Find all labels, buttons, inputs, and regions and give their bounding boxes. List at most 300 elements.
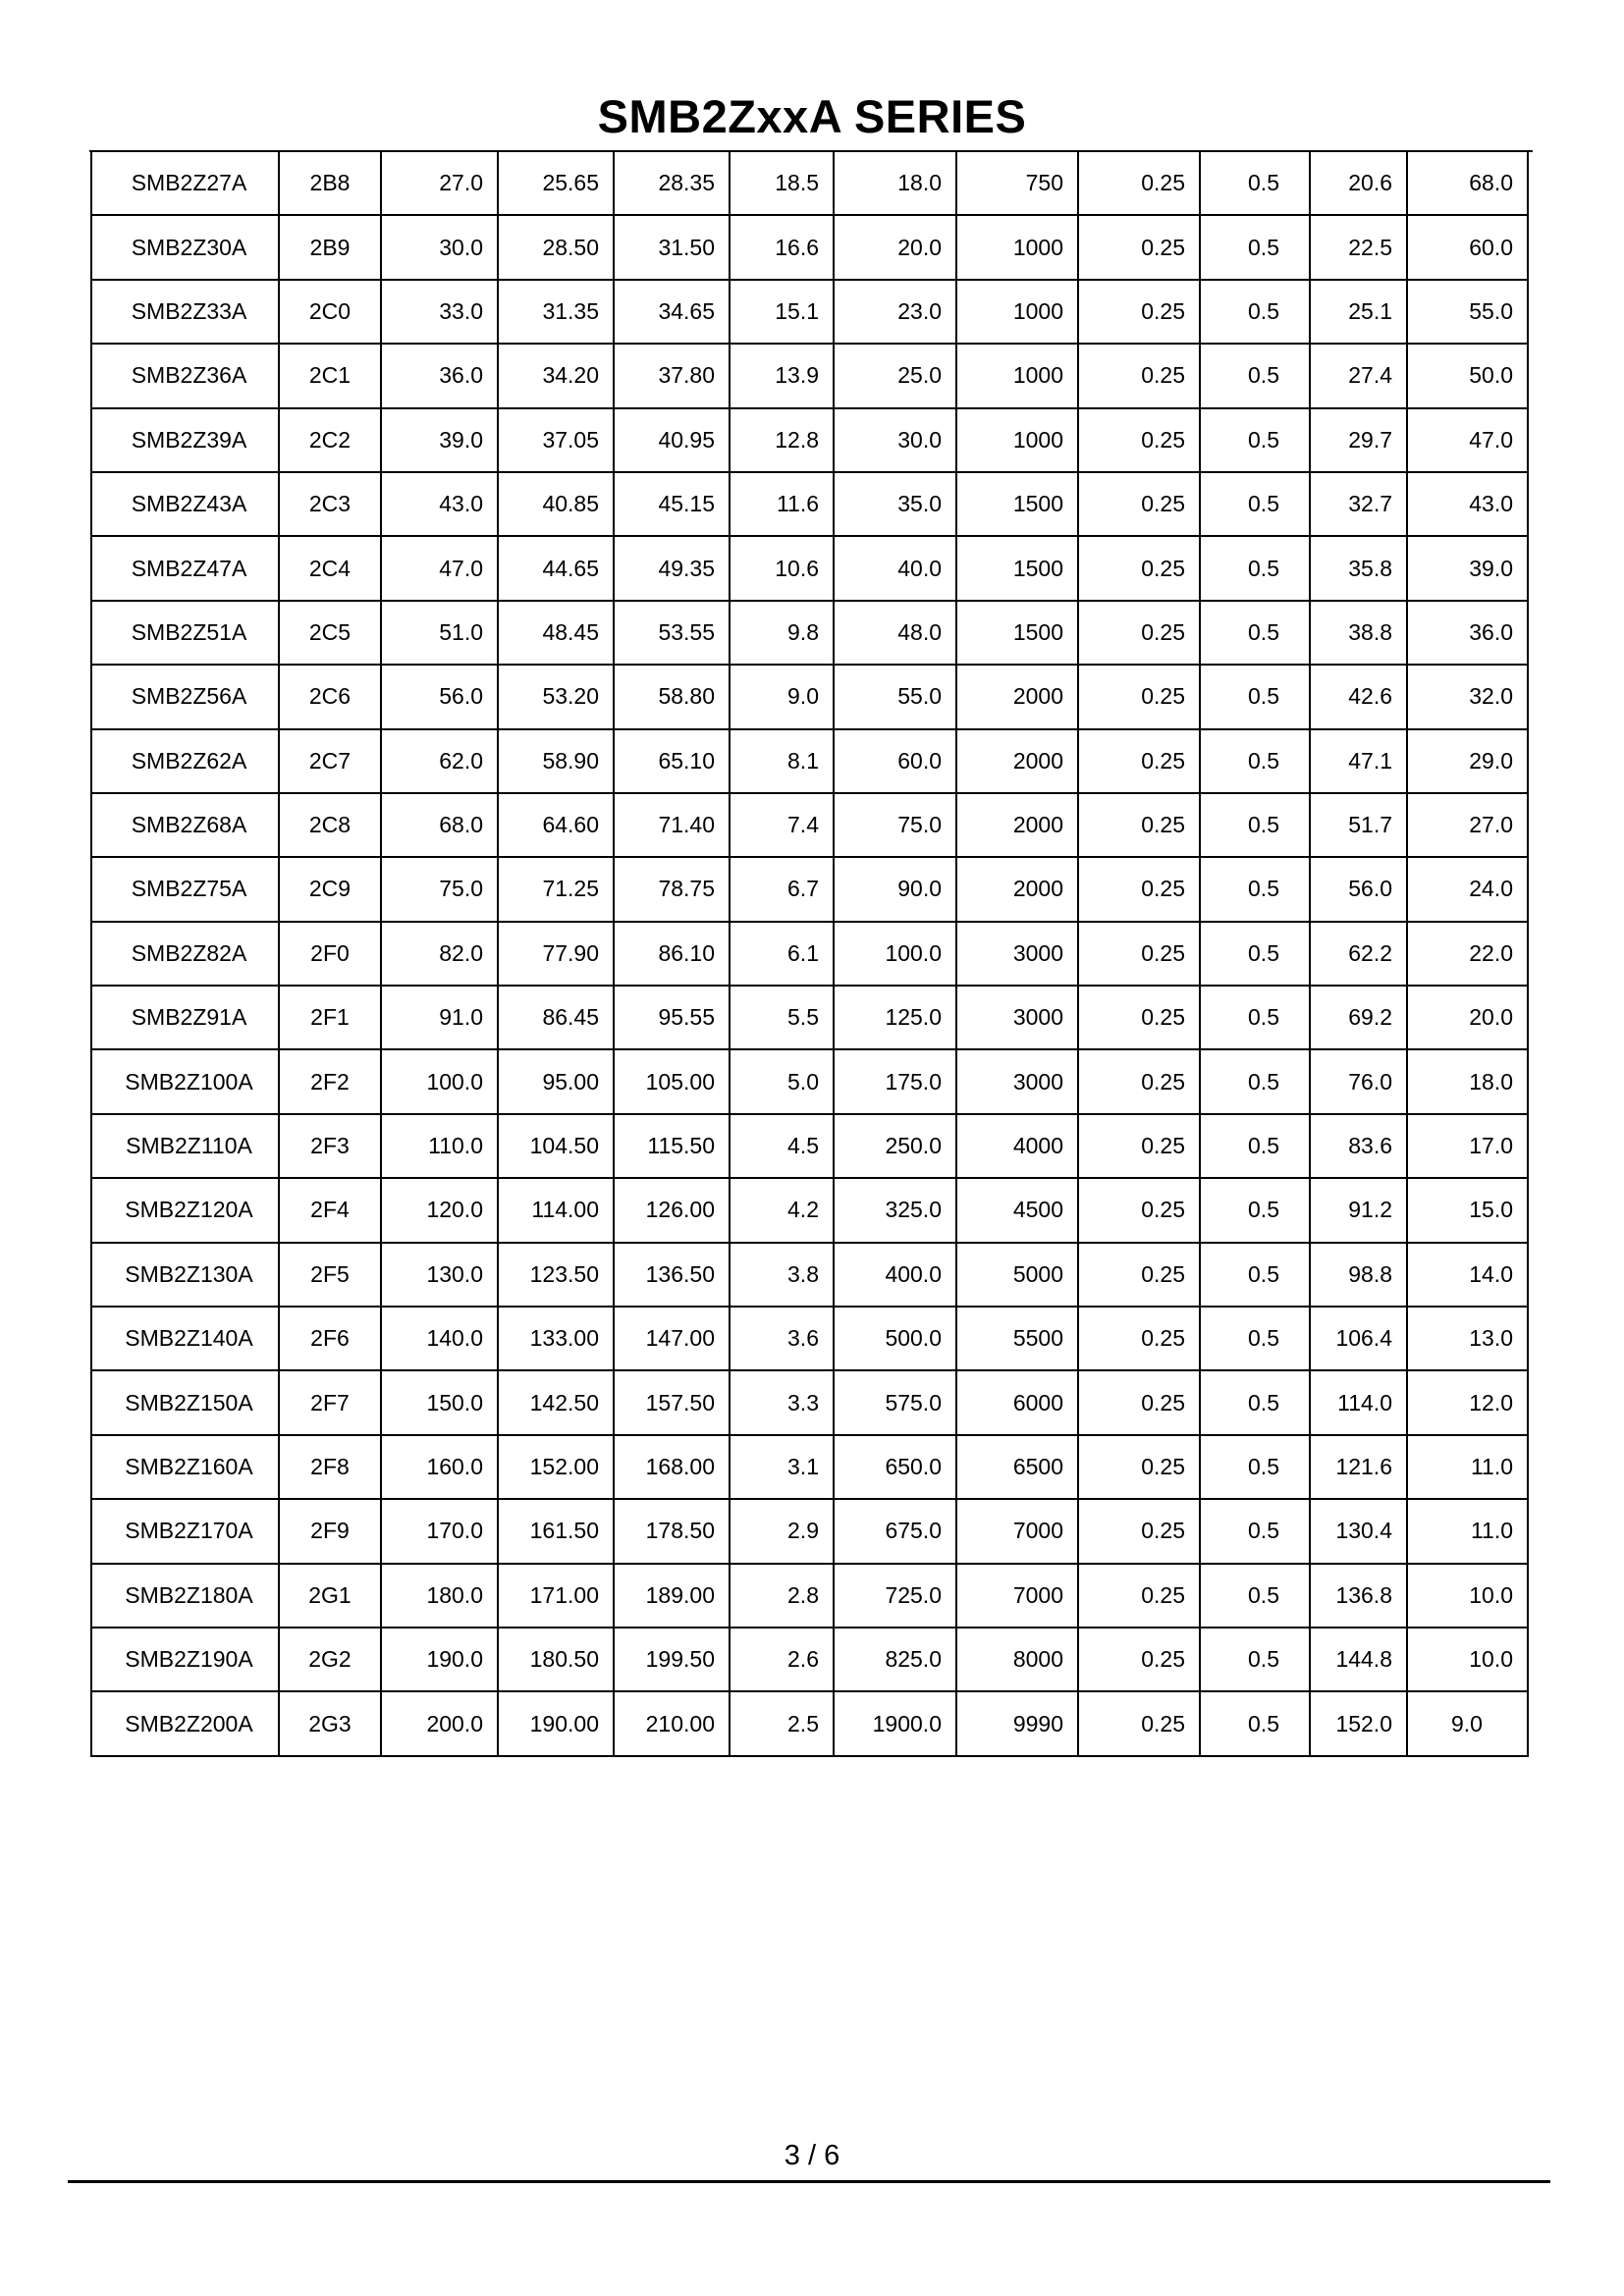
table-cell: 2000	[956, 729, 1078, 793]
table-cell: 147.00	[614, 1307, 730, 1370]
table-cell: 0.25	[1078, 408, 1200, 472]
marking-code-cell: 2C1	[279, 344, 381, 407]
table-cell: 0.25	[1078, 1307, 1200, 1370]
table-cell: 675.0	[834, 1499, 956, 1563]
table-cell: 27.4	[1310, 344, 1407, 407]
table-row	[91, 1307, 1528, 1370]
table-cell: 2000	[956, 665, 1078, 728]
table-cell: 150.0	[381, 1370, 498, 1434]
table-cell: 180.50	[498, 1628, 614, 1691]
table-cell: 0.5	[1200, 152, 1310, 215]
part-number-cell: SMB2Z100A	[91, 1049, 279, 1113]
table-cell: 0.25	[1078, 1049, 1200, 1113]
part-number-cell: SMB2Z200A	[91, 1691, 279, 1755]
table-cell: 55.0	[834, 665, 956, 728]
table-cell: 10.0	[1407, 1564, 1528, 1628]
table-cell: 22.0	[1407, 922, 1528, 986]
table-cell: 20.6	[1310, 152, 1407, 215]
table-cell: 210.00	[614, 1691, 730, 1755]
table-cell: 750	[956, 152, 1078, 215]
table-cell: 136.50	[614, 1243, 730, 1307]
table-row	[91, 472, 1528, 536]
table-cell: 0.25	[1078, 665, 1200, 728]
table-cell: 47.0	[381, 536, 498, 600]
table-cell: 1000	[956, 280, 1078, 344]
marking-code-cell: 2G3	[279, 1691, 381, 1755]
table-cell: 9.0	[1407, 1691, 1528, 1755]
table-row	[91, 793, 1528, 857]
table-cell: 4.2	[730, 1178, 834, 1242]
table-cell: 0.5	[1200, 793, 1310, 857]
table-cell: 200.0	[381, 1691, 498, 1755]
table-cell: 12.8	[730, 408, 834, 472]
table-cell: 0.5	[1200, 922, 1310, 986]
marking-code-cell: 2B9	[279, 215, 381, 279]
table-cell: 37.80	[614, 344, 730, 407]
table-cell: 650.0	[834, 1435, 956, 1499]
part-number-cell: SMB2Z150A	[91, 1370, 279, 1434]
table-cell: 3.3	[730, 1370, 834, 1434]
table-cell: 68.0	[381, 793, 498, 857]
part-number-cell: SMB2Z130A	[91, 1243, 279, 1307]
table-row	[91, 536, 1528, 600]
table-cell: 2.6	[730, 1628, 834, 1691]
table-cell: 0.25	[1078, 729, 1200, 793]
table-cell: 39.0	[1407, 536, 1528, 600]
table-cell: 106.4	[1310, 1307, 1407, 1370]
table-cell: 152.00	[498, 1435, 614, 1499]
table-row	[91, 1178, 1528, 1242]
table-cell: 24.0	[1407, 857, 1528, 921]
device-spec-table	[90, 152, 1529, 1757]
table-row	[91, 1114, 1528, 1178]
part-number-cell: SMB2Z91A	[91, 986, 279, 1049]
table-cell: 0.25	[1078, 280, 1200, 344]
table-cell: 0.5	[1200, 1691, 1310, 1755]
table-cell: 48.0	[834, 601, 956, 665]
table-cell: 400.0	[834, 1243, 956, 1307]
table-cell: 115.50	[614, 1114, 730, 1178]
table-cell: 0.5	[1200, 601, 1310, 665]
table-cell: 3000	[956, 986, 1078, 1049]
table-cell: 35.8	[1310, 536, 1407, 600]
marking-code-cell: 2F4	[279, 1178, 381, 1242]
table-cell: 140.0	[381, 1307, 498, 1370]
table-cell: 36.0	[1407, 601, 1528, 665]
table-cell: 25.65	[498, 152, 614, 215]
marking-code-cell: 2F2	[279, 1049, 381, 1113]
table-cell: 1000	[956, 344, 1078, 407]
marking-code-cell: 2F5	[279, 1243, 381, 1307]
table-cell: 100.0	[834, 922, 956, 986]
table-cell: 0.25	[1078, 1691, 1200, 1755]
table-cell: 3.1	[730, 1435, 834, 1499]
table-cell: 171.00	[498, 1564, 614, 1628]
marking-code-cell: 2F0	[279, 922, 381, 986]
table-body	[91, 152, 1528, 1756]
table-row	[91, 729, 1528, 793]
table-cell: 32.7	[1310, 472, 1407, 536]
table-cell: 43.0	[1407, 472, 1528, 536]
table-row	[91, 1243, 1528, 1307]
table-cell: 5000	[956, 1243, 1078, 1307]
part-number-cell: SMB2Z43A	[91, 472, 279, 536]
table-cell: 1500	[956, 601, 1078, 665]
table-cell: 100.0	[381, 1049, 498, 1113]
table-cell: 58.90	[498, 729, 614, 793]
table-cell: 14.0	[1407, 1243, 1528, 1307]
table-row	[91, 1435, 1528, 1499]
footer-rule	[68, 2180, 1550, 2183]
part-number-cell: SMB2Z75A	[91, 857, 279, 921]
table-cell: 51.7	[1310, 793, 1407, 857]
table-cell: 75.0	[834, 793, 956, 857]
part-number-cell: SMB2Z160A	[91, 1435, 279, 1499]
table-cell: 10.6	[730, 536, 834, 600]
table-cell: 0.5	[1200, 280, 1310, 344]
table-cell: 2000	[956, 793, 1078, 857]
table-row	[91, 922, 1528, 986]
table-row	[91, 215, 1528, 279]
table-cell: 123.50	[498, 1243, 614, 1307]
table-cell: 0.25	[1078, 601, 1200, 665]
table-cell: 60.0	[834, 729, 956, 793]
table-cell: 121.6	[1310, 1435, 1407, 1499]
marking-code-cell: 2B8	[279, 152, 381, 215]
table-cell: 95.55	[614, 986, 730, 1049]
table-cell: 20.0	[834, 215, 956, 279]
table-row	[91, 344, 1528, 407]
table-row	[91, 601, 1528, 665]
table-cell: 10.0	[1407, 1628, 1528, 1691]
table-cell: 11.0	[1407, 1499, 1528, 1563]
table-cell: 114.0	[1310, 1370, 1407, 1434]
table-cell: 44.65	[498, 536, 614, 600]
table-row	[91, 1691, 1528, 1755]
part-number-cell: SMB2Z170A	[91, 1499, 279, 1563]
table-cell: 64.60	[498, 793, 614, 857]
table-cell: 250.0	[834, 1114, 956, 1178]
table-cell: 110.0	[381, 1114, 498, 1178]
table-cell: 168.00	[614, 1435, 730, 1499]
table-cell: 39.0	[381, 408, 498, 472]
table-cell: 0.25	[1078, 215, 1200, 279]
table-cell: 0.5	[1200, 1435, 1310, 1499]
table-cell: 0.25	[1078, 793, 1200, 857]
table-cell: 1500	[956, 536, 1078, 600]
table-cell: 9990	[956, 1691, 1078, 1755]
table-cell: 55.0	[1407, 280, 1528, 344]
table-cell: 69.2	[1310, 986, 1407, 1049]
table-cell: 1900.0	[834, 1691, 956, 1755]
table-cell: 114.00	[498, 1178, 614, 1242]
table-cell: 15.1	[730, 280, 834, 344]
table-cell: 160.0	[381, 1435, 498, 1499]
table-cell: 38.8	[1310, 601, 1407, 665]
table-row	[91, 1564, 1528, 1628]
table-cell: 71.40	[614, 793, 730, 857]
page-title: SMB2ZxxA SERIES	[597, 90, 1027, 142]
table-cell: 6500	[956, 1435, 1078, 1499]
table-cell: 0.25	[1078, 536, 1200, 600]
part-number-cell: SMB2Z39A	[91, 408, 279, 472]
table-cell: 76.0	[1310, 1049, 1407, 1113]
table-cell: 0.5	[1200, 408, 1310, 472]
table-cell: 575.0	[834, 1370, 956, 1434]
table-cell: 1000	[956, 215, 1078, 279]
marking-code-cell: 2C9	[279, 857, 381, 921]
marking-code-cell: 2F1	[279, 986, 381, 1049]
table-cell: 725.0	[834, 1564, 956, 1628]
marking-code-cell: 2G1	[279, 1564, 381, 1628]
table-cell: 157.50	[614, 1370, 730, 1434]
table-cell: 3000	[956, 1049, 1078, 1113]
table-cell: 0.5	[1200, 986, 1310, 1049]
part-number-cell: SMB2Z120A	[91, 1178, 279, 1242]
table-cell: 98.8	[1310, 1243, 1407, 1307]
table-cell: 86.45	[498, 986, 614, 1049]
table-cell: 40.0	[834, 536, 956, 600]
table-cell: 75.0	[381, 857, 498, 921]
table-cell: 86.10	[614, 922, 730, 986]
table-cell: 22.5	[1310, 215, 1407, 279]
table-cell: 25.0	[834, 344, 956, 407]
table-cell: 0.5	[1200, 665, 1310, 728]
table-cell: 0.5	[1200, 215, 1310, 279]
table-cell: 178.50	[614, 1499, 730, 1563]
table-cell: 78.75	[614, 857, 730, 921]
table-cell: 53.20	[498, 665, 614, 728]
table-cell: 18.0	[834, 152, 956, 215]
marking-code-cell: 2C4	[279, 536, 381, 600]
table-cell: 47.0	[1407, 408, 1528, 472]
table-cell: 65.10	[614, 729, 730, 793]
table-cell: 83.6	[1310, 1114, 1407, 1178]
table-cell: 0.5	[1200, 1628, 1310, 1691]
table-cell: 120.0	[381, 1178, 498, 1242]
table-cell: 30.0	[381, 215, 498, 279]
table-cell: 34.20	[498, 344, 614, 407]
table-cell: 5.5	[730, 986, 834, 1049]
table-cell: 5.0	[730, 1049, 834, 1113]
table-cell: 28.35	[614, 152, 730, 215]
marking-code-cell: 2C2	[279, 408, 381, 472]
marking-code-cell: 2F8	[279, 1435, 381, 1499]
marking-code-cell: 2G2	[279, 1628, 381, 1691]
part-number-cell: SMB2Z30A	[91, 215, 279, 279]
table-cell: 32.0	[1407, 665, 1528, 728]
table-cell: 51.0	[381, 601, 498, 665]
table-cell: 6000	[956, 1370, 1078, 1434]
part-number-cell: SMB2Z51A	[91, 601, 279, 665]
table-cell: 34.65	[614, 280, 730, 344]
table-cell: 50.0	[1407, 344, 1528, 407]
table-cell: 4500	[956, 1178, 1078, 1242]
table-cell: 325.0	[834, 1178, 956, 1242]
part-number-cell: SMB2Z62A	[91, 729, 279, 793]
table-cell: 12.0	[1407, 1370, 1528, 1434]
table-cell: 8.1	[730, 729, 834, 793]
table-cell: 126.00	[614, 1178, 730, 1242]
table-cell: 30.0	[834, 408, 956, 472]
table-cell: 0.5	[1200, 1564, 1310, 1628]
marking-code-cell: 2C7	[279, 729, 381, 793]
table-cell: 0.25	[1078, 1435, 1200, 1499]
table-cell: 125.0	[834, 986, 956, 1049]
part-number-cell: SMB2Z110A	[91, 1114, 279, 1178]
part-number-cell: SMB2Z27A	[91, 152, 279, 215]
table-row	[91, 857, 1528, 921]
table-cell: 190.0	[381, 1628, 498, 1691]
table-cell: 0.25	[1078, 152, 1200, 215]
marking-code-cell: 2C5	[279, 601, 381, 665]
marking-code-cell: 2C0	[279, 280, 381, 344]
table-cell: 133.00	[498, 1307, 614, 1370]
table-cell: 29.7	[1310, 408, 1407, 472]
part-number-cell: SMB2Z82A	[91, 922, 279, 986]
table-cell: 0.5	[1200, 857, 1310, 921]
table-cell: 3.6	[730, 1307, 834, 1370]
table-cell: 91.2	[1310, 1178, 1407, 1242]
table-cell: 60.0	[1407, 215, 1528, 279]
table-cell: 37.05	[498, 408, 614, 472]
part-number-cell: SMB2Z56A	[91, 665, 279, 728]
table-cell: 11.6	[730, 472, 834, 536]
marking-code-cell: 2F6	[279, 1307, 381, 1370]
table-row	[91, 1499, 1528, 1563]
table-cell: 23.0	[834, 280, 956, 344]
table-cell: 2.8	[730, 1564, 834, 1628]
table-cell: 6.1	[730, 922, 834, 986]
table-cell: 90.0	[834, 857, 956, 921]
table-cell: 35.0	[834, 472, 956, 536]
table-cell: 2.5	[730, 1691, 834, 1755]
table-row	[91, 280, 1528, 344]
table-cell: 91.0	[381, 986, 498, 1049]
table-cell: 180.0	[381, 1564, 498, 1628]
table-cell: 7.4	[730, 793, 834, 857]
table-cell: 7000	[956, 1564, 1078, 1628]
table-cell: 0.5	[1200, 1499, 1310, 1563]
table-row	[91, 1628, 1528, 1691]
table-cell: 170.0	[381, 1499, 498, 1563]
table-row	[91, 665, 1528, 728]
table-cell: 27.0	[1407, 793, 1528, 857]
table-cell: 28.50	[498, 215, 614, 279]
table-row	[91, 1370, 1528, 1434]
table-cell: 6.7	[730, 857, 834, 921]
table-cell: 189.00	[614, 1564, 730, 1628]
table-cell: 13.0	[1407, 1307, 1528, 1370]
table-cell: 36.0	[381, 344, 498, 407]
table-cell: 0.5	[1200, 1049, 1310, 1113]
table-cell: 77.90	[498, 922, 614, 986]
table-cell: 130.0	[381, 1243, 498, 1307]
table-cell: 95.00	[498, 1049, 614, 1113]
part-number-cell: SMB2Z68A	[91, 793, 279, 857]
table-cell: 43.0	[381, 472, 498, 536]
table-cell: 7000	[956, 1499, 1078, 1563]
table-cell: 0.5	[1200, 472, 1310, 536]
marking-code-cell: 2F9	[279, 1499, 381, 1563]
table-cell: 25.1	[1310, 280, 1407, 344]
table-cell: 0.25	[1078, 344, 1200, 407]
marking-code-cell: 2C6	[279, 665, 381, 728]
table-cell: 0.5	[1200, 729, 1310, 793]
table-cell: 104.50	[498, 1114, 614, 1178]
table-cell: 15.0	[1407, 1178, 1528, 1242]
table-cell: 47.1	[1310, 729, 1407, 793]
part-number-cell: SMB2Z47A	[91, 536, 279, 600]
table-cell: 71.25	[498, 857, 614, 921]
marking-code-cell: 2C3	[279, 472, 381, 536]
table-cell: 4000	[956, 1114, 1078, 1178]
table-cell: 105.00	[614, 1049, 730, 1113]
table-cell: 144.8	[1310, 1628, 1407, 1691]
table-cell: 4.5	[730, 1114, 834, 1178]
table-cell: 3000	[956, 922, 1078, 986]
table-cell: 42.6	[1310, 665, 1407, 728]
table-cell: 0.25	[1078, 472, 1200, 536]
table-cell: 9.0	[730, 665, 834, 728]
table-cell: 20.0	[1407, 986, 1528, 1049]
table-cell: 0.5	[1200, 1114, 1310, 1178]
table-cell: 68.0	[1407, 152, 1528, 215]
table-cell: 0.25	[1078, 1370, 1200, 1434]
table-cell: 33.0	[381, 280, 498, 344]
table-cell: 49.35	[614, 536, 730, 600]
table-cell: 58.80	[614, 665, 730, 728]
table-cell: 190.00	[498, 1691, 614, 1755]
table-cell: 130.4	[1310, 1499, 1407, 1563]
table-row	[91, 408, 1528, 472]
table-cell: 136.8	[1310, 1564, 1407, 1628]
table-cell: 31.35	[498, 280, 614, 344]
table-cell: 29.0	[1407, 729, 1528, 793]
table-cell: 0.5	[1200, 1370, 1310, 1434]
table-cell: 45.15	[614, 472, 730, 536]
table-cell: 175.0	[834, 1049, 956, 1113]
table-cell: 0.25	[1078, 1499, 1200, 1563]
table-cell: 500.0	[834, 1307, 956, 1370]
table-cell: 0.25	[1078, 857, 1200, 921]
table-cell: 13.9	[730, 344, 834, 407]
table-cell: 18.5	[730, 152, 834, 215]
table-cell: 0.25	[1078, 1178, 1200, 1242]
table-row	[91, 1049, 1528, 1113]
table-cell: 17.0	[1407, 1114, 1528, 1178]
table-cell: 0.5	[1200, 344, 1310, 407]
table-cell: 0.25	[1078, 986, 1200, 1049]
part-number-cell: SMB2Z140A	[91, 1307, 279, 1370]
table-cell: 0.25	[1078, 1114, 1200, 1178]
marking-code-cell: 2F7	[279, 1370, 381, 1434]
part-number-cell: SMB2Z180A	[91, 1564, 279, 1628]
table-cell: 3.8	[730, 1243, 834, 1307]
table-cell: 0.25	[1078, 1628, 1200, 1691]
table-cell: 825.0	[834, 1628, 956, 1691]
table-cell: 0.25	[1078, 1564, 1200, 1628]
table-cell: 40.85	[498, 472, 614, 536]
table-cell: 1000	[956, 408, 1078, 472]
table-cell: 152.0	[1310, 1691, 1407, 1755]
marking-code-cell: 2F3	[279, 1114, 381, 1178]
table-cell: 1500	[956, 472, 1078, 536]
table-cell: 62.0	[381, 729, 498, 793]
table-cell: 0.5	[1200, 1307, 1310, 1370]
table-cell: 11.0	[1407, 1435, 1528, 1499]
table-cell: 27.0	[381, 152, 498, 215]
